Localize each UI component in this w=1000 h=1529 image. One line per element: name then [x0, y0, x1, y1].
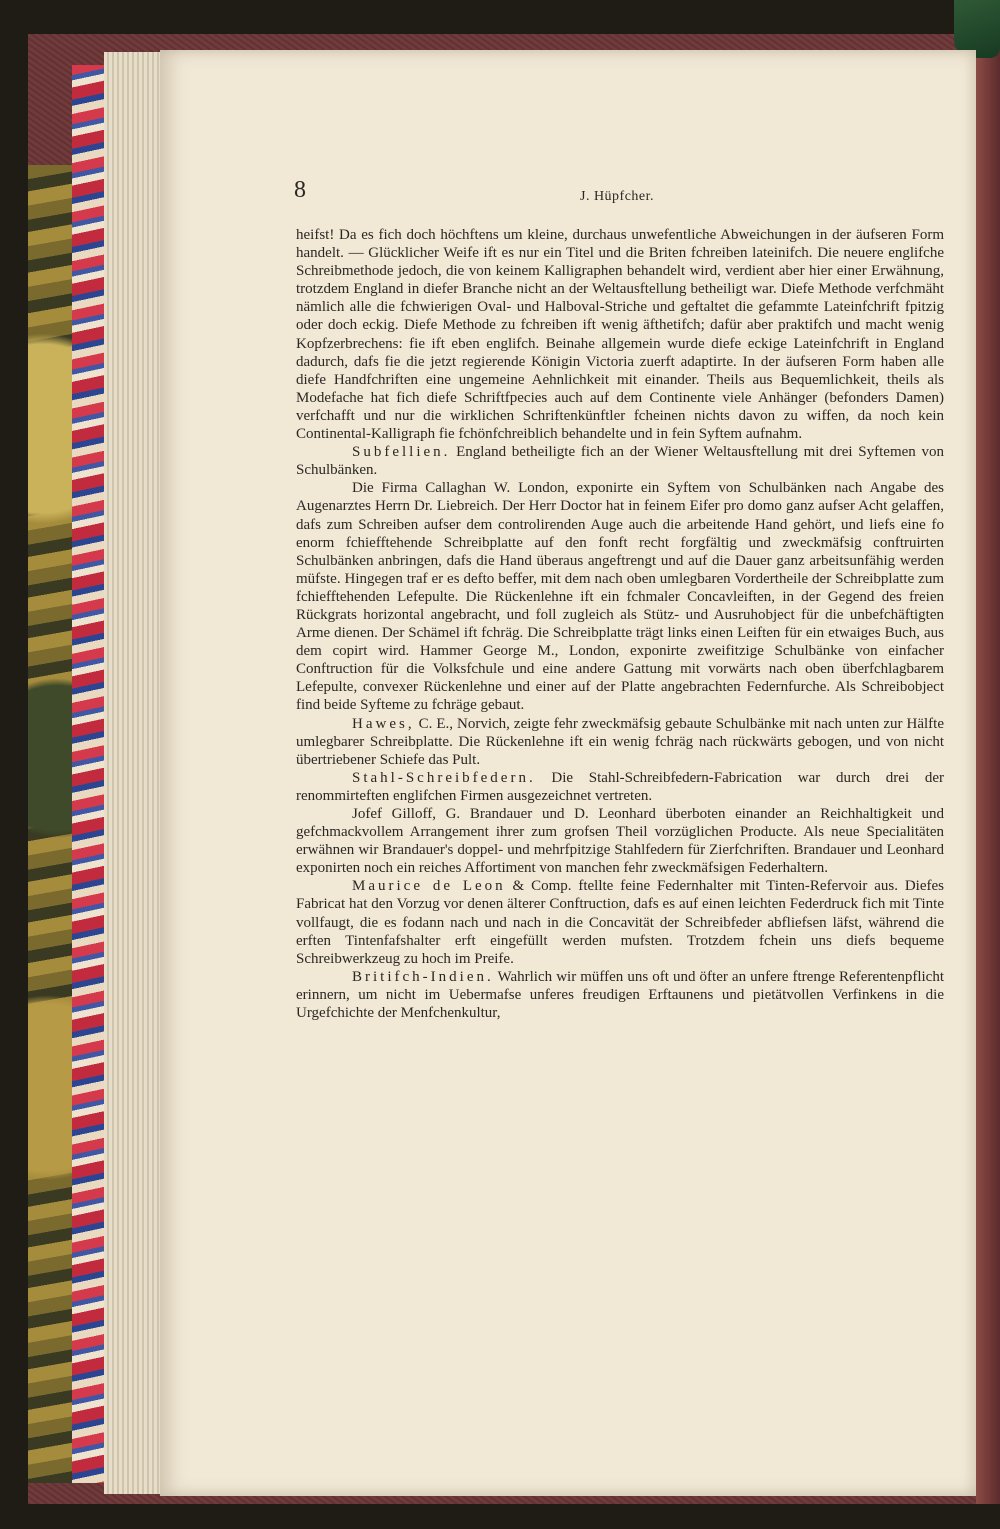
book-spine: [976, 34, 1000, 1504]
paragraph-text: Wahrlich wir müffen uns oft und öfter an unfere ftrenge Referentenpflicht erinnern, um nicht im Uebermafse unferes freudigen Erftaunens und pietätvollen Verfinkens in die Urgefchichte der Menfchenkultur,: [296, 968, 944, 1022]
marbled-page-edge: [72, 65, 104, 1483]
paragraph: [296, 805, 944, 877]
paragraph-lead: Hawes,: [352, 715, 415, 732]
page-stack-edge: [104, 52, 162, 1494]
paragraph: [296, 877, 944, 967]
paragraph: [296, 968, 944, 1022]
paragraph: [296, 226, 944, 443]
paragraph: [296, 715, 944, 769]
paragraph-lead: Maurice de Leon: [352, 878, 506, 895]
body-text: [296, 226, 944, 1022]
paragraph-lead: Subfellien.: [352, 444, 451, 461]
paragraph-text: Die Stahl-Schreibfedern-Fabrication war durch drei der renommirteften englifchen Firmen ausgezeichnet vertreten.: [296, 769, 944, 804]
paragraph-text: C. E., Norvich, zeigte fehr zweckmäfsig gebaute Schulbänke mit nach unten zur Hälfte umlegbarer Schreibplatte. Die Rückenlehne ift ein wenig fchräg nach rückwärts gebogen, und von nicht übertriebener Schiefe das Pult.: [296, 715, 944, 768]
paragraph-text: England betheiligte fich an der Wiener Weltausftellung mit drei Syftemen von Schulbänken.: [296, 444, 944, 479]
paragraph-text: Die Firma Callaghan W. London, exponirte ein Syftem von Schulbänken nach Angabe des Augenarztes Herrn Dr. Liebreich. Der Herr Doctor hat in feinem Eifer pro domo ganz aufser Acht gelaffen, dafs zum Schreiben aufser dem controlirenden Auge auch die arbeitende Hand gehört, und liefs eine fo enorm fchiefftehende Schreibplatte auf den fonft recht forgfältig und zweckmäfsig conftruirten Schulbänken anbringen, dafs die Hand überaus angeftrengt und auf die Dauer ganz arbeitsunfähig werden müfste. Hingegen traf er es defto beffer, mit dem nach oben umlegbaren Vordertheile der Schreibplatte zum fchiefftehenden Lefepulte. Die Rückenlehne ift ein fchmaler Concavleiften, in der Gegend des freien Rückgrats horizontal angebracht, und foll zugleich als Stütz- und Ausruhobject für die unbefchäftigten Arme dienen. Der Schämel ift fchräg. Die Schreibplatte trägt links einen Leiften für ein etwaiges Buch, aus dem copirt wird. Hammer George M., London, exponirte zweifitzige Schulbänke von einfacher Conftruction für die Volksfchule und eine andere Gattung mit vorwärts nach oben überfchlagbarem Lefepulte, convexer Rückenlehne und einer auf der Platte angebrachten Federnfurche. Als Schreibobject find beide Syfteme zu fchräge gebaut.: [296, 480, 944, 714]
paragraph: [296, 769, 944, 805]
page-number: 8: [294, 177, 306, 203]
marbled-endpaper: [28, 165, 76, 1483]
paragraph: [296, 479, 944, 714]
paragraph-lead: Britifch-Indien.: [352, 968, 494, 985]
paragraph-text: & Comp. ftellte feine Federnhalter mit Tinten-Refervoir aus. Diefes Fabricat hat den Vorzug vor denen älterer Conftruction, dafs es auf einen leichten Federdruck fich mit Tinte vollfaugt, die es fodann nach und nach in die Concavität der Schreibfeder abfliefsen läfst, während die erften Tintenfafshalter erft eingefüllt werden mufsten. Trotzdem fchein uns diefs bequeme Schreibwerkzeug zu hoch im Preife.: [296, 878, 945, 967]
paragraph: [296, 443, 944, 479]
paragraph-text: heifst! Da es fich doch höchftens um kleine, durchaus unwefentliche Abweichungen in der äufseren Form handelt. — Glücklicher Weife ift es nur ein Titel und die Briten fchreiben lateinifch. Die neuere englifche Schreibmethode jedoch, die von keinem Kalligraphen behandelt wird, verdient aber hier einer Erwähnung, trotzdem England in diefer Branche nicht an der Weltausftellung betheiligt war. Diefe Methode verfchmäht nämlich alle die fchwierigen Oval- und Halboval-Striche und geftaltet die gefammte Lateinfchrift fpitzig oder doch eckig. Diefe Methode zu fchreiben ift wenig äfthetifch; dafür aber praktifch und macht wenig Kopfzerbrechens: fie ift eben englifch. Beinahe allgemein wurde diefe eckige Lateinfchrift in England dadurch, dafs fie die jetzt regierende Königin Victoria zuerft adaptirte. In der äufseren Form haben alle diefe Handfchriften eine ungemeine Aehnlichkeit mit einander. Theils aus Bequemlichkeit, theils als Modefache hat fich diefe Schriftfpecies auch auf dem Continente viele Anhänger (befonders Damen) verfchafft und nur die wirklichen Schriftenkünftler fcheinen nichts davon zu wiffen, da noch kein Continental-Kalligraph fie fchönfchreiblich behandelte und in fein Syftem aufnahm.: [296, 227, 944, 443]
paragraph-lead: Stahl-Schreibfedern.: [352, 769, 536, 786]
running-head: J. Hüpfcher.: [580, 189, 655, 204]
paragraph-text: Jofef Gilloff, G. Brandauer und D. Leonhard überboten einander an Reichhaltigkeit und gefchmackvollem Arrangement ihrer zum grofsen Theil vorzüglichen Producte. Als neue Specialitäten erwähnen wir Brandauer's doppel- und mehrfpitzige Stahlfedern für Zierfchriften. Brandauer und Leonhard exponirten noch ein reiches Affortiment von manchen fehr zweckmäfsigen Federhaltern.: [296, 806, 944, 877]
